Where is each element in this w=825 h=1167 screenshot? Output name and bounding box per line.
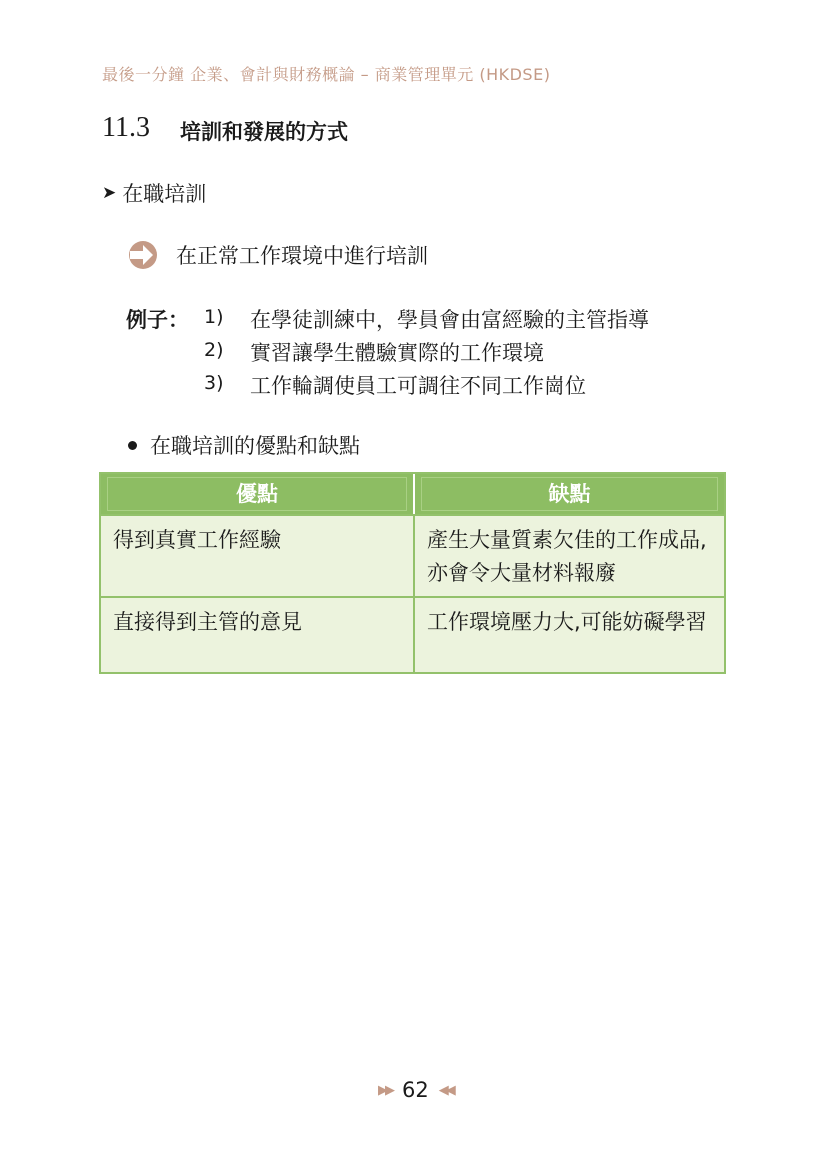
section-number: 11.3 [102,112,150,143]
definition-text: 在正常工作環境中進行培訓 [176,244,428,268]
section-title: 培訓和發展的方式 [180,119,348,144]
example-text: 工作輪調使員工可調往不同工作崗位 [250,374,586,398]
subtopic-label: 在職培訓的優點和缺點 [150,434,360,458]
table-header-pros: 優點 [101,474,415,514]
table-cell: 產生大量質素欠佳的工作成品,亦會令大量材料報廢 [415,514,724,596]
examples-label: 例子： [126,308,189,332]
table-header-cons: 缺點 [415,474,724,514]
running-header: 最後一分鐘 企業、會計與財務概論 – 商業管理單元 (HKDSE) [102,65,551,84]
table-row [101,514,724,596]
example-text: 實習讓學生體驗實際的工作環境 [250,341,544,365]
circle-arrow-icon [128,240,158,270]
pros-cons-table [99,472,726,674]
subtopic-line [128,430,360,460]
table-cell: 直接得到主管的意見 [101,596,415,672]
page-footer [378,1078,453,1102]
topic-line [102,178,206,208]
topic-label: 在職培訓 [122,182,207,206]
table-cell: 工作環境壓力大,可能妨礙學習 [415,596,724,672]
definition-line [128,240,428,270]
example-number: 3) [204,372,224,394]
left-arrows-icon: ◀◀ [438,1082,453,1098]
page-number: 62 [402,1078,429,1102]
table-cell: 得到真實工作經驗 [101,514,415,596]
example-number: 2) [204,339,224,361]
example-number: 1) [204,306,224,328]
example-item [204,304,649,334]
table-header-row [101,474,724,514]
example-item [204,337,544,367]
example-text: 在學徒訓練中，學員會由富經驗的主管指導 [250,308,649,332]
arrowhead-icon: ➤ [102,183,117,203]
table-row [101,596,724,672]
right-arrows-icon: ▶▶ [378,1082,392,1098]
example-item [204,370,586,400]
bullet-dot-icon [128,441,137,450]
